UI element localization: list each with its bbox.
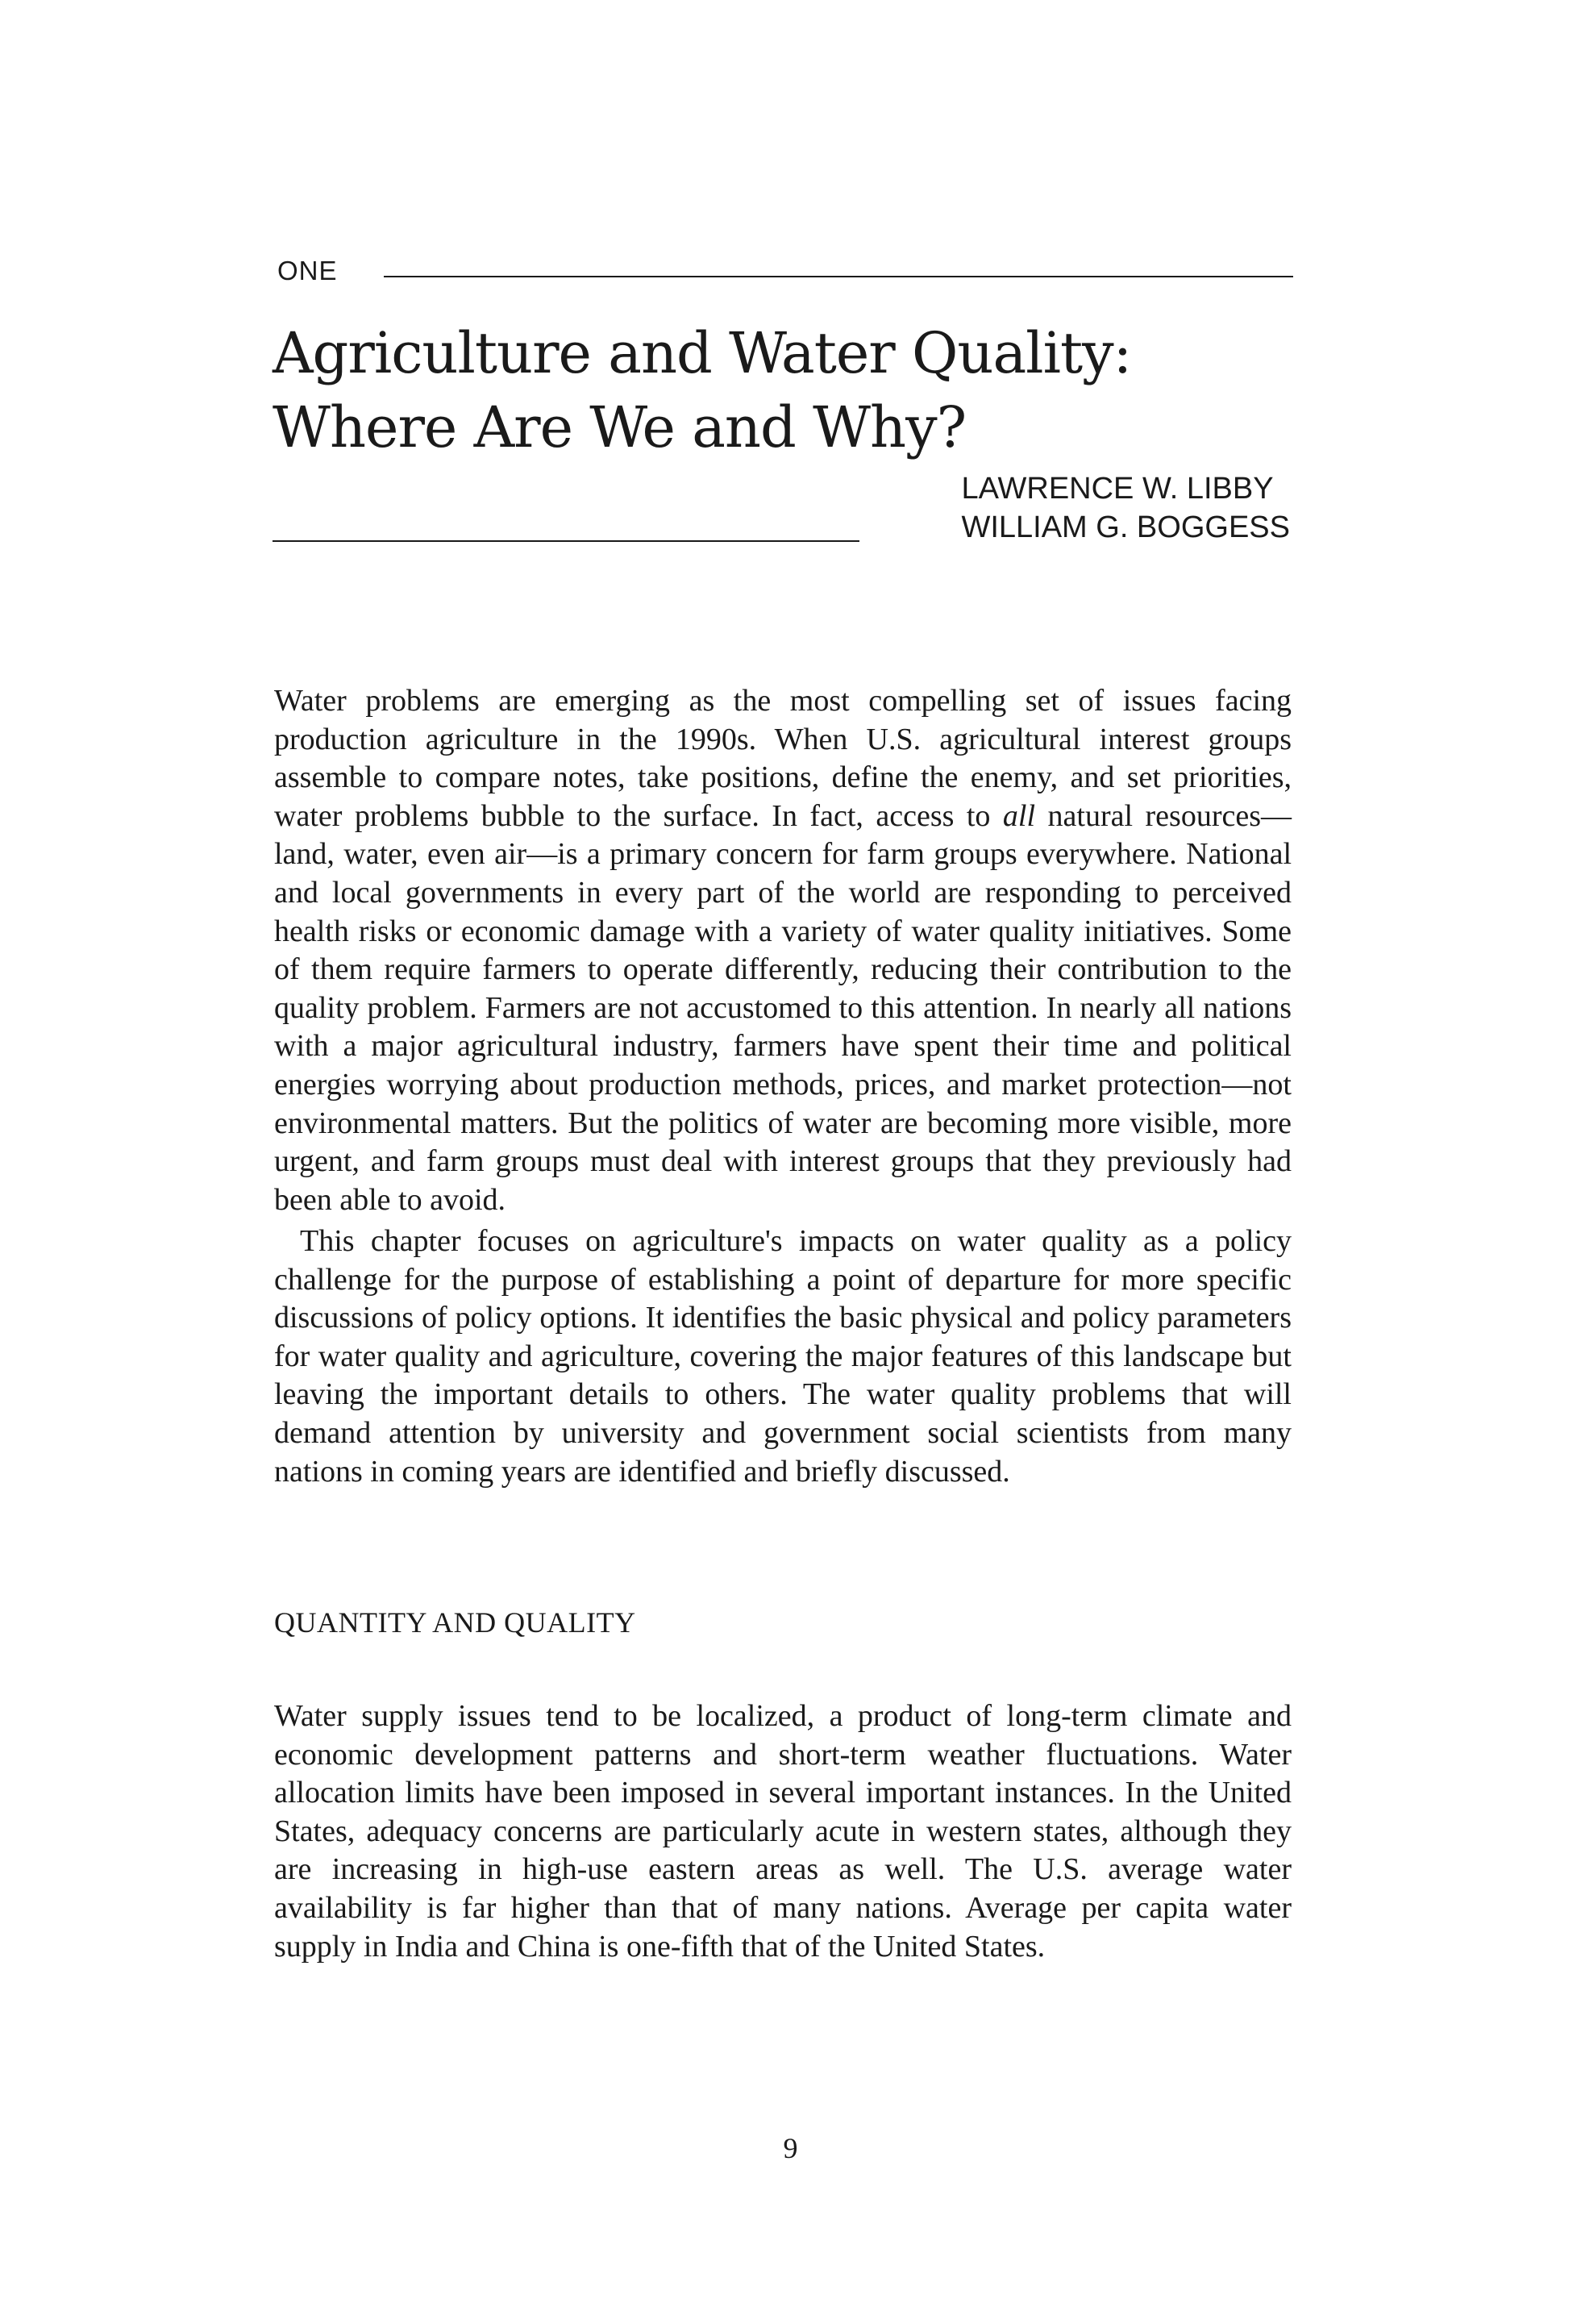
author-name: LAWRENCE W. LIBBY (961, 472, 1274, 506)
page-number: 9 (783, 2132, 798, 2164)
paragraph-chapter-focus: This chapter focuses on agriculture's impacts on water quality as a policy challenge for the purpose of establishing a point of departure for more specific discussions of policy options. It identifies the basic physical and policy parameters for water quality and agriculture, covering the major features of this landscape but leaving the important details to others. The water quality problems that will demand attention by university and government social scientists from many nations in coming years are identified and briefly discussed. (274, 1224, 1292, 1489)
chapter-title-line-2: Where Are We and Why? (273, 394, 967, 460)
paragraph-intro (274, 682, 1292, 1219)
chapter-title-line-1: Agriculture and Water Quality: (273, 320, 1132, 386)
emphasis-text: all (1002, 798, 1036, 833)
byline (273, 469, 1290, 550)
section-heading: QUANTITY AND QUALITY (274, 1606, 636, 1639)
byline-rule (273, 540, 859, 542)
chapter-title (273, 316, 1288, 464)
author-list (961, 469, 1290, 547)
chapter-label: ONE (277, 256, 338, 285)
paragraph-text: Water problems are emerging as the most compelling set of issues facing production agriculture in the 1990s. When U.S. agricultural interest groups assemble to compare notes, take positions, define the enemy, and set priorities, water problems bubble to the surface. In fact, access to (274, 684, 1292, 833)
paragraph-text: natural resources—land, water, even air—is a primary concern for farm groups everywhere. National and local governments in every part of the world are responding to perceived health risks or economic damage with a variety of water quality initiatives. Some of them require farmers to operate differently, reducing their contribution to the quality problem. Farmers are not accustomed to this attention. In nearly all nations with a major agricultural industry, farmers have spent their time and political energies worrying about production methods, prices, and market protection—not environmental matters. But the politics of water are becoming more visible, more urgent, and farm groups must deal with interest groups that they previously had been able to avoid. (274, 798, 1292, 1217)
chapter-rule (384, 276, 1293, 277)
chapter-header (277, 255, 1293, 287)
paragraph-water-supply: Water supply issues tend to be localized, a product of long-term climate and economic development patterns and short-term weather fluctuations. Water allocation limits have been imposed in several important instances. In the United States, adequacy concerns are particularly acute in western states, although they are increasing in high-use eastern areas as well. The U.S. average water availability is far higher than that of many nations. Average per capita water supply in India and China is one-fifth that of the United States. (274, 1699, 1292, 1964)
author-name: WILLIAM G. BOGGESS (961, 510, 1290, 544)
